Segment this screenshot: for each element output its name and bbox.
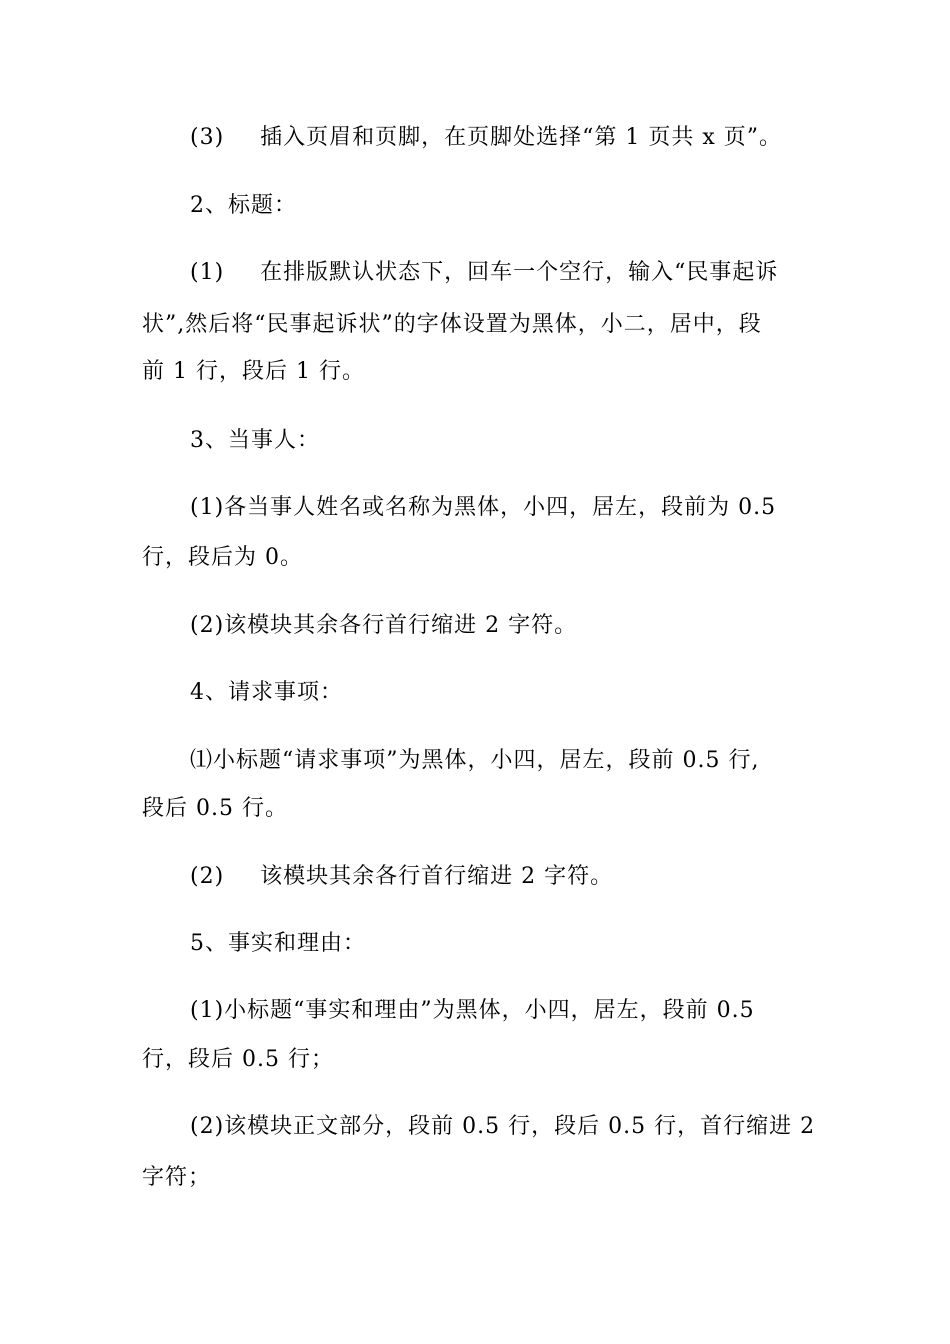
paragraph-text: 该模块其余各行首行缩进 2 字符。 xyxy=(260,864,614,889)
section-heading-parties: 3、当事人： xyxy=(190,428,320,453)
paragraph-text: 插入页眉和页脚，在页脚处选择“第 1 页共 x 页”。 xyxy=(260,125,783,150)
paragraph-parties-2: (2)该模块其余各行首行缩进 2 字符。 xyxy=(190,613,578,638)
paragraph-facts-1-line-1: (1)小标题“事实和理由”为黑体，小四，居左，段前 0.5 xyxy=(190,998,755,1023)
paragraph-claims-1-line-1: ⑴小标题“请求事项”为黑体，小四，居左，段前 0.5 行, xyxy=(190,748,760,773)
paragraph-claims-1-line-2: 段后 0.5 行。 xyxy=(142,796,288,821)
paragraph-facts-1-line-2: 行，段后 0.5 行； xyxy=(142,1047,334,1072)
paragraph-parties-1-line-1: (1)各当事人姓名或名称为黑体，小四，居左，段前为 0.5 xyxy=(190,495,777,520)
paragraph-facts-2-line-2: 字符； xyxy=(142,1165,212,1190)
section-heading-facts: 5、事实和理由： xyxy=(190,931,366,956)
paragraph-parties-1-line-2: 行，段后为 0。 xyxy=(142,545,303,570)
list-marker: (1) xyxy=(190,260,225,285)
list-marker: (2) xyxy=(190,864,225,889)
section-heading-claims: 4、请求事项： xyxy=(190,680,343,705)
section-heading-title: 2、标题： xyxy=(190,193,297,218)
list-marker: (3) xyxy=(190,125,225,150)
paragraph-text: 在排版默认状态下，回车一个空行，输入“民事起诉 xyxy=(260,260,779,285)
paragraph-footer-setting xyxy=(190,123,870,153)
paragraph-facts-2-line-1: (2)该模块正文部分，段前 0.5 行，段后 0.5 行，首行缩进 2 xyxy=(190,1114,816,1139)
paragraph-title-setting-line-2: 状”,然后将“民事起诉状”的字体设置为黑体，小二，居中，段 xyxy=(142,312,762,337)
paragraph-claims-2 xyxy=(190,862,870,892)
paragraph-title-setting-line-1 xyxy=(190,258,870,288)
paragraph-title-setting-line-3: 前 1 行，段后 1 行。 xyxy=(142,359,365,384)
